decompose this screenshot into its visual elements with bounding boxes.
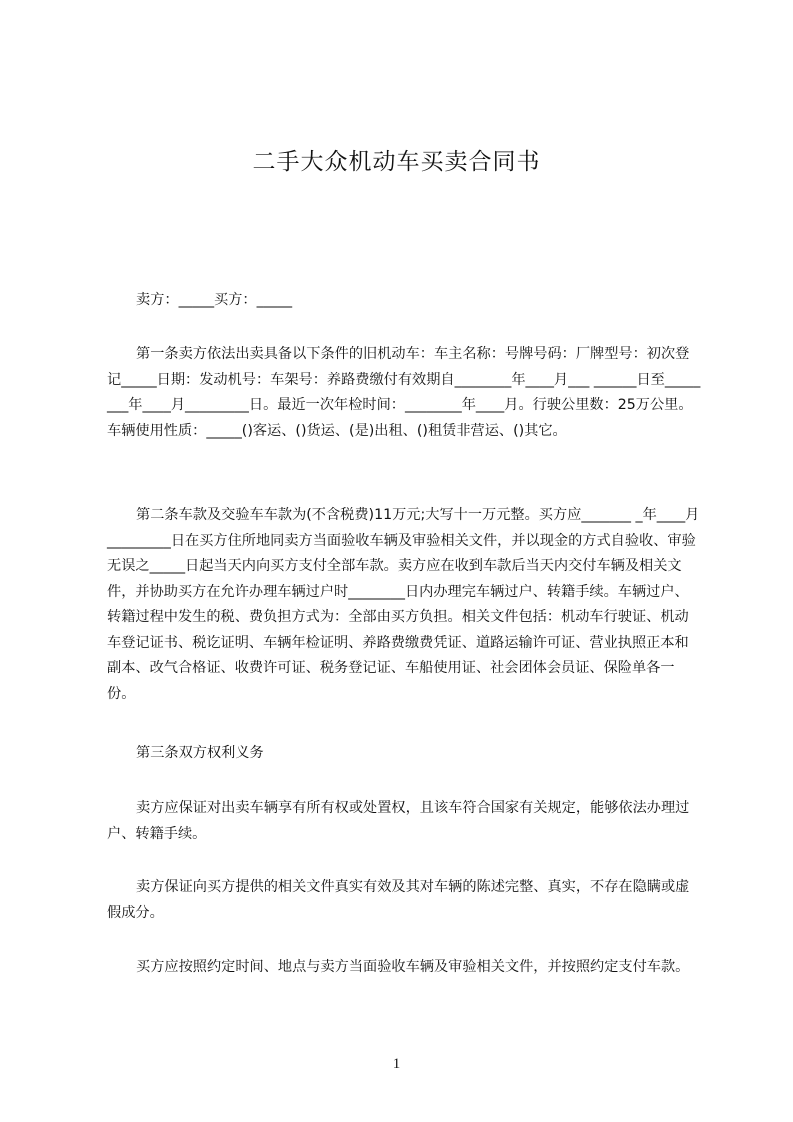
article-3-title: 第三条双方权利义务 [136, 745, 264, 761]
article-1: 第一条卖方依法出卖具备以下条件的旧机动车：车主名称：号牌号码：厂牌型号：初次登记_____日期：发动机号：车架号：养路费缴付有效期自________年____月___ ______日至________年____月_________日。最近一次年检时间：________年____月。行驶公里数：25万公里。车辆使用性质：_____()客运、()货运、(是)出租、()租赁非营运、()其它。 [107, 346, 701, 439]
parties-line: 卖方：_____买方：_____ [136, 292, 293, 308]
page-number: 1 [392, 1056, 401, 1072]
article-3-clause-2: 卖方保证向买方提供的相关文件真实有效及其对车辆的陈述完整、真实，不存在隐瞒或虚假成分。 [107, 879, 690, 921]
document-title: 二手大众机动车买卖合同书 [252, 149, 541, 175]
article-3-clause-3: 买方应按照约定时间、地点与卖方当面验收车辆及审验相关文件，并按照约定支付车款。 [136, 959, 690, 975]
article-3-clause-1: 卖方应保证对出卖车辆享有所有权或处置权，且该车符合国家有关规定，能够依法办理过户、转籍手续。 [107, 800, 690, 842]
article-2: 第二条车款及交验车车款为(不含税费)11万元;大写十一万元整。买方应_______ _年____月_________日在买方住所地同卖方当面验收车辆及审验相关文件，并以现金的方式自验收、审验无误之_____日起当天内向买方支付全部车款。卖方应在收到车款后当天内交付车辆及相关文件，并协助买方在允许办理车辆过户时________日内办理完车辆过户、转籍手续。车辆过户、转籍过程中发生的税、费负担方式为：全部由买方负担。相关文件包括：机动车行驶证、机动车登记证书、税讫证明、车辆年检证明、养路费缴费凭证、道路运输许可证、营业执照正本和副本、改气合格证、收费许可证、税务登记证、车船使用证、社会团体会员证、保险单各一份。 [107, 507, 700, 702]
